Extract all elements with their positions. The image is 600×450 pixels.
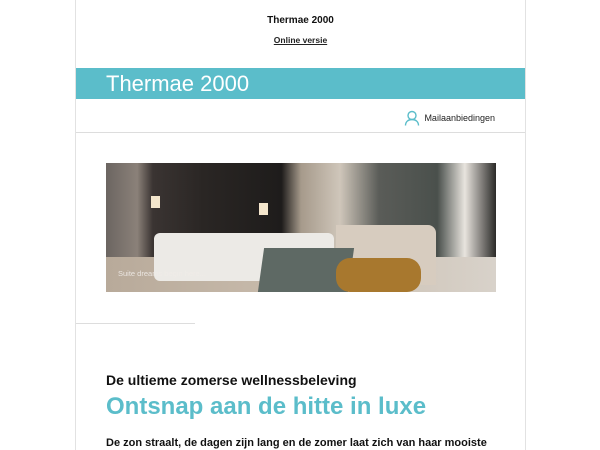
section-title: Ontsnap aan de hitte in luxe <box>106 393 427 420</box>
mail-offers-link[interactable] <box>404 110 495 126</box>
mail-offers-label: Mailaanbiedingen <box>424 113 495 123</box>
hero-chair <box>336 258 421 292</box>
divider <box>76 323 195 324</box>
preheader-title: Thermae 2000 <box>267 15 334 26</box>
nav-bar <box>76 99 525 133</box>
intro-paragraph: De zon straalt, de dagen zijn lang en de zomer laat zich van haar mooiste <box>106 437 487 449</box>
brand-title: Thermae 2000 <box>106 71 250 96</box>
hero-lamp <box>151 196 160 208</box>
online-version-link[interactable]: Online versie <box>273 35 328 45</box>
user-icon <box>404 110 420 126</box>
hero-image[interactable] <box>106 163 496 292</box>
hero-lamp <box>259 203 268 215</box>
brand-banner <box>76 68 525 99</box>
hero-caption: Suite dreams begin here... <box>118 269 206 278</box>
section-subtitle: De ultieme zomerse wellnessbeleving <box>106 372 357 388</box>
email-container <box>75 0 526 450</box>
